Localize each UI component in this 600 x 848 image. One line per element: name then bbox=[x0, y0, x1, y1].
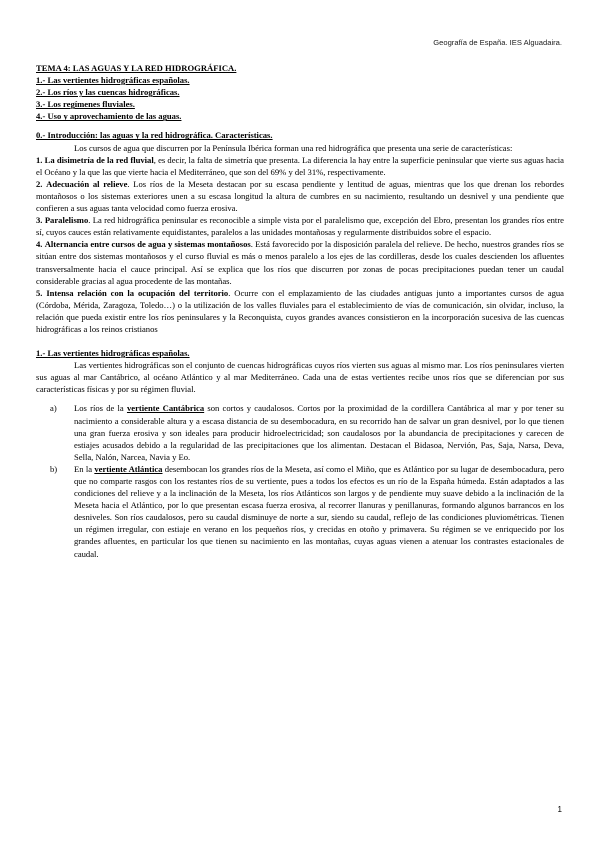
page-header: Geografía de España. IES Alguadaira. bbox=[433, 38, 562, 47]
toc-item-3: 3.- Los regímenes fluviales. bbox=[36, 99, 135, 110]
page-number: 1 bbox=[557, 805, 562, 814]
point-text: . La red hidrográfica peninsular es reconocible a simple vista por el paralelismo que, excepción del Ebro, presentan los grandes ríos entre sí, cuyos cauces están relativamente equidistantes, paralelos a las unidades montañosas y regularmente distribuidos sobre el espacio. bbox=[36, 215, 564, 238]
point-label: Paralelismo bbox=[44, 215, 89, 226]
section1-lead: Las vertientes hidrográficas son el conjunto de cuencas hidrográficas cuyos ríos vierten sus aguas al mismo mar. Los ríos peninsulares vierten sus aguas al mar Cantábrico, al océano Atlántico y al mar Mediterráneo. Cada una de estas vertientes recibe unos ríos que se diferencian por sus características físicas y por su régimen fluvial. bbox=[36, 360, 564, 395]
item-pre: En la bbox=[74, 463, 95, 474]
point-label: Alternancia entre cursos de agua y sistemas montañosos bbox=[44, 239, 251, 250]
intro-point-2 bbox=[36, 178, 564, 214]
point-label: Adecuación al relieve bbox=[46, 178, 128, 189]
point-text: . Está favorecido por la disposición paralela del relieve. De hecho, nuestros grandes ríos se sitúan entre dos sistemas montañosos y el curso fluvial es más o menos paralelo a los ejes de las cordilleras, desde los cuales descienden los afluentes transversalmente hacia el cauce principal. Así se explica que los ríos que discurren por zonas de pocas precipitaciones puedan tener un caudal considerable gracias al agua procedente de las montañas. bbox=[36, 239, 564, 286]
point-text: . Los ríos de la Meseta destacan por su escasa pendiente y lentitud de aguas, mientras que los que drenan los rebordes montañosos o los sistemas exteriores unen a su escasa longitud la altura de cumbres en su nacimiento, resultando un desnivel y una pendiente que confieren a sus aguas tanta velocidad como fuerza erosiva. bbox=[36, 178, 564, 214]
intro-lead: Los cursos de agua que discurren por la Península Ibérica forman una red hidrográfica que presenta una serie de características: bbox=[74, 142, 513, 153]
item-letter: b) bbox=[50, 463, 58, 474]
point-number: 4. bbox=[36, 239, 43, 250]
point-text: . Ocurre con el emplazamiento de las ciudades antiguas junto a importantes cursos de agua (Córdoba, Mérida, Zaragoza, Toledo…) o la utilización de los valles fluviales para el establecimiento de vías de comunicación, sin olvidar, incluso, la relación que pueda existir entre los ríos peninsulares y la Reconquista, cuyos grandes avances consistieron en la incorporación sucesiva de las cuencas hidrográficas a los reinos cristianos bbox=[36, 287, 564, 334]
intro-point-4 bbox=[36, 238, 564, 286]
intro-heading: 0.- Introducción: las aguas y la red hidrográfica. Características. bbox=[36, 130, 273, 141]
toc-item-2: 2.- Los ríos y las cuencas hidrográficas. bbox=[36, 87, 180, 98]
point-number: 3. bbox=[36, 215, 43, 226]
document-body bbox=[36, 62, 564, 560]
point-number: 5. bbox=[36, 287, 43, 298]
item-term: vertiente Cantábrica bbox=[126, 403, 205, 414]
item-text: son cortos y caudalosos. Cortos por la proximidad de la cordillera Cantábrica al mar y por tener su nacimiento a considerable altura y a escasa distancia de su desembocadura, en su recorrido han de salvar un gran desnivel, por lo que tienen una gran fuerza erosiva y son ideales para producir hidroelectricidad; son caudalosos por la abundancia de precipitaciones y carecen de estiajes acusados debido a la regularidad de las precipitaciones que los alimentan. Destacan el Bidasoa, Nervión, Pas, Saja, Narsa, Deva, Sella, Nalón, Narcea, Navia y Eo. bbox=[74, 403, 564, 462]
item-text: desembocan los grandes ríos de la Meseta, así como el Miño, que es Atlántico por su lugar de desembocadura, pero que no comparte rasgos con los restantes ríos de su vertiente, pues a todos los efectos es un río de la España húmeda. Están adaptados a las condiciones del relieve y a la inclinación de la Meseta, los ríos Atlánticos son largos y de pendiente muy suave debido a la inclinación de la Meseta hacia el Atlántico, por lo que presentan escasa fuerza erosiva, al recorrer llanuras y penillanuras, formando algunos barrancos en los desniveles. Son ríos caudalosos, pero su caudal disminuye de norte a sur, siendo su caudal, reflejo de las condiciones pluviométricas. Tienen un régimen irregular, con estiaje en verano en los pequeños ríos, y crecidas en otoño y primavera. Su régimen se ve enriquecido por los grandes afluentes, en particular los que tienen su nacimiento en las montañas, cuyas aguas vienen a atenuar los contrastes estacionales de caudal. bbox=[74, 463, 565, 559]
point-label: La disimetría de la red fluvial bbox=[44, 154, 154, 165]
toc-item-1: 1.- Las vertientes hidrográficas españolas. bbox=[36, 75, 190, 86]
point-label: Intensa relación con la ocupación del territorio bbox=[46, 287, 229, 298]
item-term: vertiente Atlántica bbox=[94, 463, 163, 474]
section1-heading: 1.- Las vertientes hidrográficas españolas. bbox=[36, 348, 190, 359]
item-letter: a) bbox=[50, 403, 57, 414]
point-number: 2. bbox=[36, 178, 43, 189]
item-pre: Los ríos de la bbox=[74, 403, 127, 414]
point-text: , es decir, la falta de simetría que presenta. La diferencia la hay entre la superficie peninsular que vierte sus aguas hacia el Océano y la que las que vierte hacia el Mediterráneo, que son del 69% y del 31%, respectivamente. bbox=[36, 154, 564, 177]
toc-item-4: 4.- Uso y aprovechamiento de las aguas. bbox=[36, 111, 182, 122]
intro-point-1 bbox=[36, 154, 564, 178]
list-item-cantabrica bbox=[36, 402, 564, 462]
intro-point-3 bbox=[36, 214, 564, 238]
document-title: TEMA 4: LAS AGUAS Y LA RED HIDROGRÁFICA. bbox=[36, 63, 237, 73]
point-number: 1. bbox=[36, 154, 43, 165]
intro-point-5 bbox=[36, 287, 564, 335]
list-item-atlantica bbox=[36, 463, 564, 560]
